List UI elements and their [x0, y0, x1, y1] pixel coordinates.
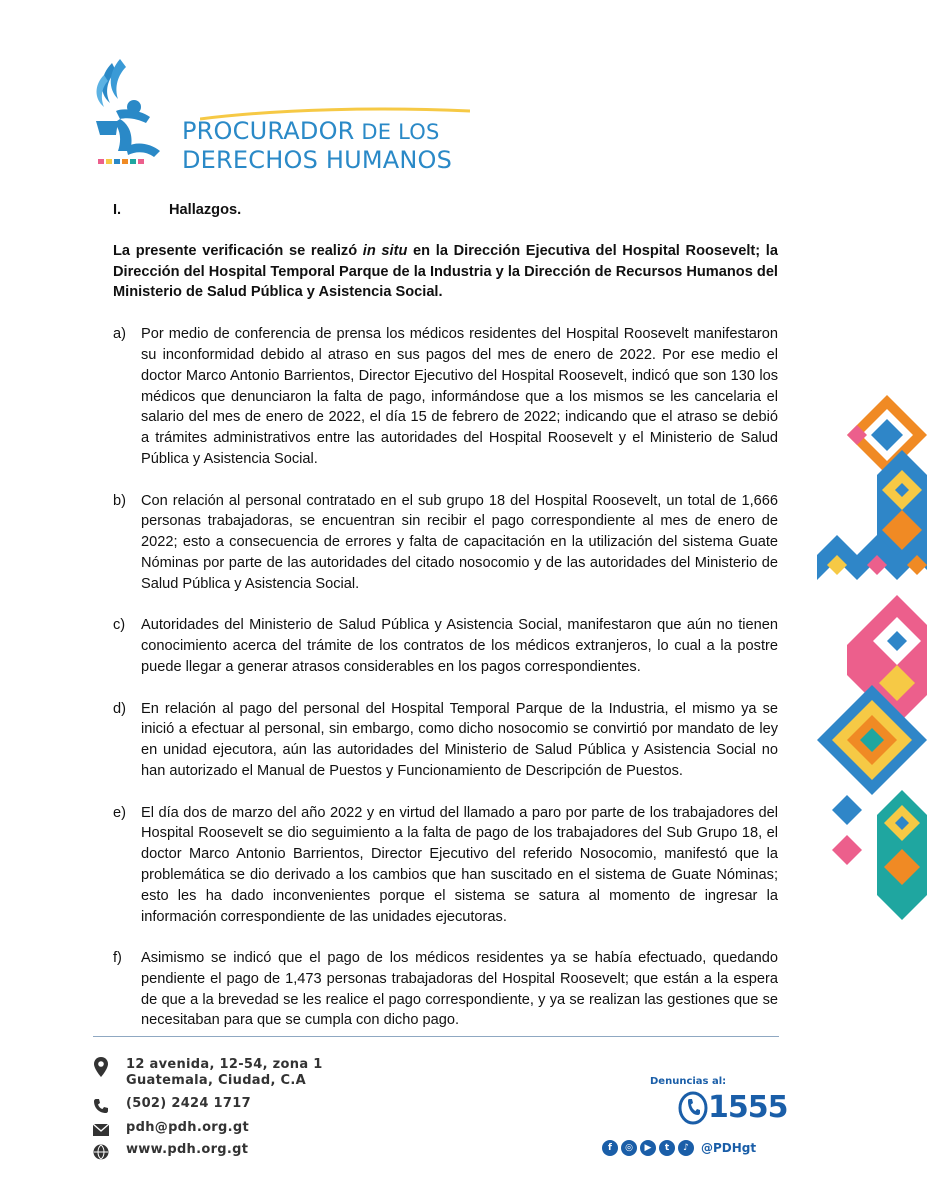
finding-label: c): [113, 617, 126, 634]
contact-website[interactable]: [90, 1142, 248, 1162]
twitter-icon[interactable]: t: [659, 1140, 675, 1156]
intro-italic: in situ: [362, 242, 408, 259]
hotline-phone-icon: [678, 1091, 708, 1125]
logo-line-1: [182, 117, 452, 146]
finding-text: Asimismo se indicó que el pago de los médicos residentes ya se había efectuado, quedando pendiente el pago de 1,473 personas trabajadoras del Hospital Roosevelt; que están a la espera de que a la brevedad se les realice el pago correspondiente, y ya se realizan las gestiones que se necesitaban para que se cumpla con dicho pago.: [141, 950, 778, 1029]
intro-paragraph: [113, 241, 778, 303]
instagram-icon[interactable]: ◎: [621, 1140, 637, 1156]
logo-text-procurador: PROCURADOR: [182, 117, 355, 145]
finding-item: [113, 699, 778, 782]
finding-label: f): [113, 950, 122, 967]
finding-item: [113, 615, 778, 677]
finding-text: Por medio de conferencia de prensa los médicos residentes del Hospital Roosevelt manifestaron su inconformidad debido al atraso en sus pagos del mes de enero de 2022. Por ese medio el doctor Marco Antonio Barrientos, Director Ejecutivo del Hospital Roosevelt, indicó que son 130 los médicos que denunciaron la falta de pago, informándose que a los mismos se les cancelaria el salario del mes de enero de 2022, el día 15 de febrero de 2022; indicando que el atraso se debió a trámites administrativos entre las autoridades del Hospital Roosevelt y el Ministerio de Salud Pública y Asistencia Social.: [141, 326, 778, 467]
finding-text: El día dos de marzo del año 2022 y en virtud del llamado a paro por parte de los trabajadores del Hospital Roosevelt se dio seguimiento a la falta de pago de los trabajadores del Sub Grupo 18, el doctor Marco Antonio Barrientos, Director Ejecutivo del referido Nosocomio, manifestó que la problemática se dio derivado a los cambios que han suscitado en el sistema de Guate Nóminas; esto les ha dado inconvenientes porque el sistema se satura al momento de ingresar la información correspondiente de las unidades ejecutoras.: [141, 804, 778, 925]
contact-email[interactable]: [90, 1120, 249, 1140]
finding-item: [113, 803, 778, 928]
address-line-2: Guatemala, Ciudad, C.A: [126, 1073, 306, 1088]
phone-number: (502) 2424 1717: [126, 1096, 251, 1111]
denuncias-label: Denuncias al:: [650, 1076, 727, 1087]
phone-icon: [90, 1096, 112, 1116]
section-title: Hallazgos.: [169, 202, 242, 218]
address-line-1: 12 avenida, 12-54, zona 1: [126, 1057, 323, 1072]
social-handle[interactable]: @PDHgt: [701, 1141, 757, 1155]
finding-item: [113, 948, 778, 1031]
youtube-icon[interactable]: ▶: [640, 1140, 656, 1156]
decorative-textile-pattern: [817, 395, 927, 920]
finding-item: [113, 324, 778, 470]
facebook-icon[interactable]: f: [602, 1140, 618, 1156]
pdh-logo: [90, 55, 453, 180]
hotline[interactable]: [678, 1090, 788, 1126]
intro-text-end: en la Dirección Ejecutiva del Hospital Roosevelt; la Dirección del Hospital Temporal Parque de la Industria y la Dirección de Recursos Humanos del Ministerio de Salud Pública y Asistencia Social.: [113, 242, 778, 301]
website-url[interactable]: www.pdh.org.gt: [126, 1142, 249, 1157]
section-number: I.: [113, 202, 122, 218]
document-body: [113, 200, 778, 1052]
finding-text: En relación al pago del personal del Hospital Temporal Parque de la Industria, el mismo ya se inició a efectuar al personal, sin embargo, como dicho nosocomio se convirtió por mandato de ley en unidad ejecutora, aún las autoridades del Ministerio de Salud Pública y Asistencia Social no han autorizado el Manual de Puestos y Funcionamiento de Descripción de Puestos.: [141, 700, 778, 779]
globe-icon: [90, 1142, 112, 1162]
finding-item: [113, 491, 778, 595]
section-heading: [113, 200, 778, 221]
mail-icon: [90, 1120, 112, 1140]
logo-text-de-los: DE LOS: [354, 120, 440, 144]
finding-label: e): [113, 804, 126, 821]
email-address[interactable]: pdh@pdh.org.gt: [126, 1120, 249, 1135]
finding-label: a): [113, 326, 126, 343]
social-links: [602, 1140, 756, 1156]
footer-divider: [93, 1036, 779, 1037]
finding-label: d): [113, 700, 126, 717]
logo-line-2: DERECHOS HUMANOS: [182, 146, 453, 174]
contact-phone: [90, 1096, 251, 1116]
finding-text: Autoridades del Ministerio de Salud Pública y Asistencia Social, manifestaron que aún no tienen conocimiento acerca del trámite de los contratos de los médicos extranjeros, lo cual a la postre puede llegar a generar atrasos considerables en los pagos correspondientes.: [141, 617, 778, 675]
logo-figure-icon: [90, 55, 170, 170]
finding-text: Con relación al personal contratado en el sub grupo 18 del Hospital Roosevelt, un total de 1,666 personas trabajadoras, se encuentran sin recibir el pago correspondiente al mes de enero de 2022; esto a consecuencia de errores y falta de capacitación en la utilización del sistema Guate Nóminas por parte de las autoridades del citado nosocomio y de las autoridades del Ministerio de Salud Pública y Asistencia Social.: [141, 492, 778, 592]
intro-text-start: La presente verificación se realizó: [113, 242, 363, 259]
finding-label: b): [113, 492, 126, 509]
contact-address: [90, 1057, 323, 1089]
hotline-number: 1555: [708, 1090, 788, 1125]
tiktok-icon[interactable]: ♪: [678, 1140, 694, 1156]
location-icon: [90, 1057, 112, 1077]
logo-wordmark: [182, 117, 452, 174]
